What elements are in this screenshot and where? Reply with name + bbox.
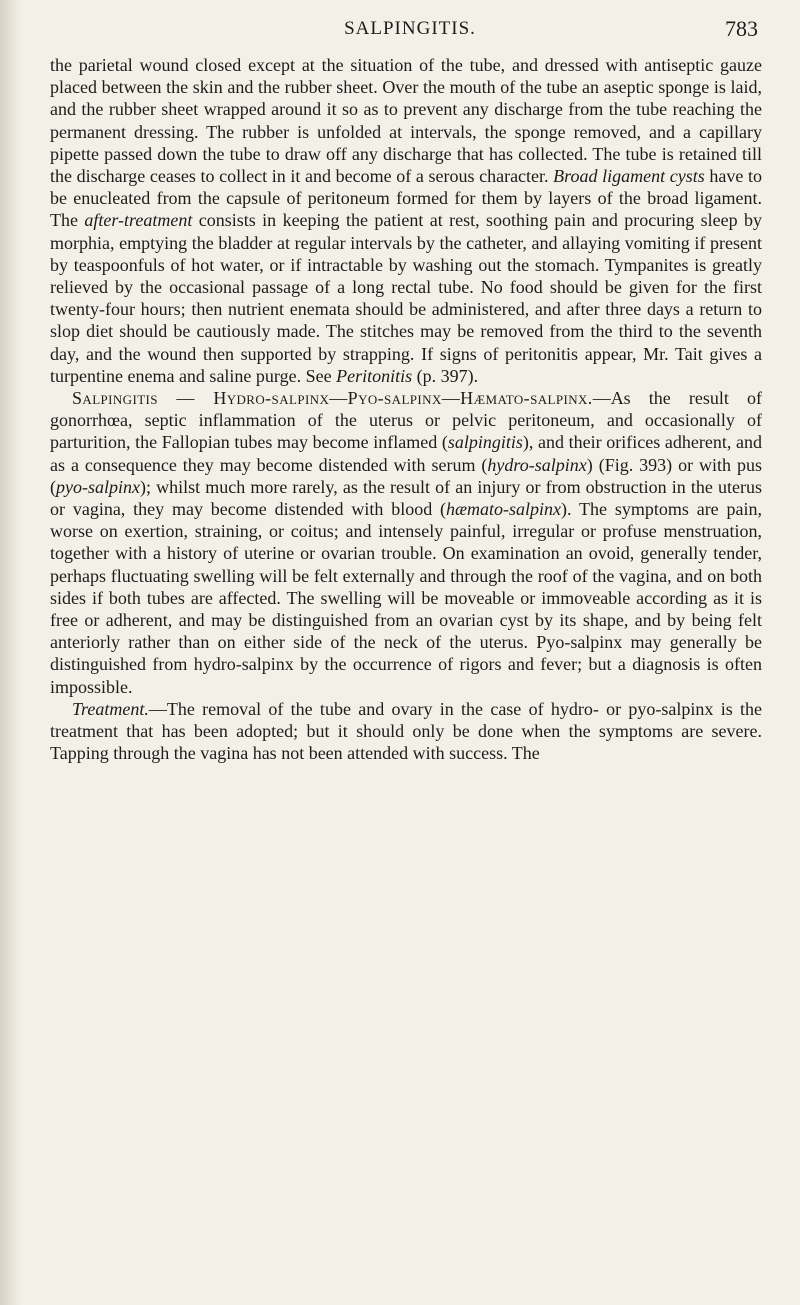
- text-run: —As the result of gonorrhœa, septic inflammation of the uterus or pelvic peritoneum, and occasionally of parturition, the Fallopian tubes may become inflamed (: [50, 388, 763, 453]
- text-run: have to be enucleated from the capsule of peritoneum formed for them by layers of the broad ligament. The: [50, 166, 762, 231]
- text-run: consists in keeping the patient at rest, soothing pain and procuring sleep by morphia, emptying the bladder at regular intervals by the catheter, and allaying vomiting if present by teaspoonfuls of hot water, or if intractable by washing out the stomach. Tympanites is greatly relieved by the occasional passage of a long rectal tube. No food should be given for the first twenty-four hours; then nutrient enemata should be administered, and after three days a return to slop diet should be cautiously made. The stitches may be removed from the third to the seventh day, and the wound then supported by strapping. If signs of peritonitis appear, Mr. Tait gives a turpentine enema and saline purge. See: [50, 210, 762, 386]
- text-run: ) (Fig. 393) or with pus (: [50, 454, 762, 497]
- section-heading-salpingitis: Salpingitis — Hydro-salpinx—Pyo-salpinx—Hæmato-salpinx.: [72, 388, 593, 409]
- paragraph-treatment: [50, 698, 762, 765]
- page-binding-edge: [0, 0, 22, 1305]
- text-run: the parietal wound closed except at the situation of the tube, and dressed with antiseptic gauze placed between the skin and the rubber sheet. Over the mouth of the tube an aseptic sponge is laid, and the rubber sheet wrapped around it so as to prevent any discharge from the tube reaching the permanent dressing. The rubber is unfolded at intervals, the sponge removed, and a capillary pipette passed down the tube to draw off any discharge that has collected. The tube is retained till the discharge ceases to collect in it and become of a serous character.: [50, 55, 762, 187]
- italic-term-broad-ligament-cysts: Broad ligament cysts: [553, 166, 705, 187]
- italic-term-pyo-salpinx: pyo-salpinx: [56, 476, 140, 497]
- running-head: SALPINGITIS.: [344, 18, 476, 39]
- text-run: —The removal of the tube and ovary in the case of hydro- or pyo-salpinx is the treatment that has been adopted; but it should only be done when the symptoms are severe. Tapping through the vagina has not been attended with success. The: [50, 698, 762, 764]
- italic-heading-treatment: Treatment.: [72, 698, 149, 719]
- cross-reference-peritonitis: Peritonitis: [336, 365, 413, 386]
- body-text: [50, 54, 762, 765]
- text-run: (p. 397).: [412, 365, 479, 386]
- italic-term-after-treatment: after-treatment: [84, 210, 193, 231]
- text-run: ). The symptoms are pain, worse on exertion, straining, or coitus; and intensely painful, irregular or profuse menstruation, together with a history of uterine or ovarian trouble. On examination an ovoid, generally tender, perhaps fluctuating swelling will be felt externally and through the roof of the vagina, and on both sides if both tubes are affected. The swelling will be moveable or immoveable according as it is free or adherent, and may be distinguished from an ovarian cyst by its shape, and by being felt anteriorly rather than on either side of the neck of the uterus. Pyo-salpinx may generally be distinguished from hydro-salpinx by the occurrence of rigors and fever; but a diagnosis is often impossible.: [50, 499, 762, 697]
- italic-term-salpingitis: salpingitis: [447, 432, 523, 453]
- italic-term-haemato-salpinx: hæmato-salpinx: [446, 499, 562, 520]
- page-number: 783: [725, 16, 758, 41]
- paragraph-broad-ligament-aftercare: [50, 54, 762, 387]
- text-run: ), and their orifices adherent, and as a consequence they may become distended with serum (: [50, 432, 762, 475]
- page-header: [60, 12, 760, 48]
- paragraph-salpingitis: [50, 387, 762, 698]
- italic-term-hydro-salpinx: hydro-salpinx: [487, 454, 587, 475]
- text-run: ); whilst much more rarely, as the result of an injury or from obstruction in the uterus or vagina, they may become distended with blood (: [50, 476, 762, 520]
